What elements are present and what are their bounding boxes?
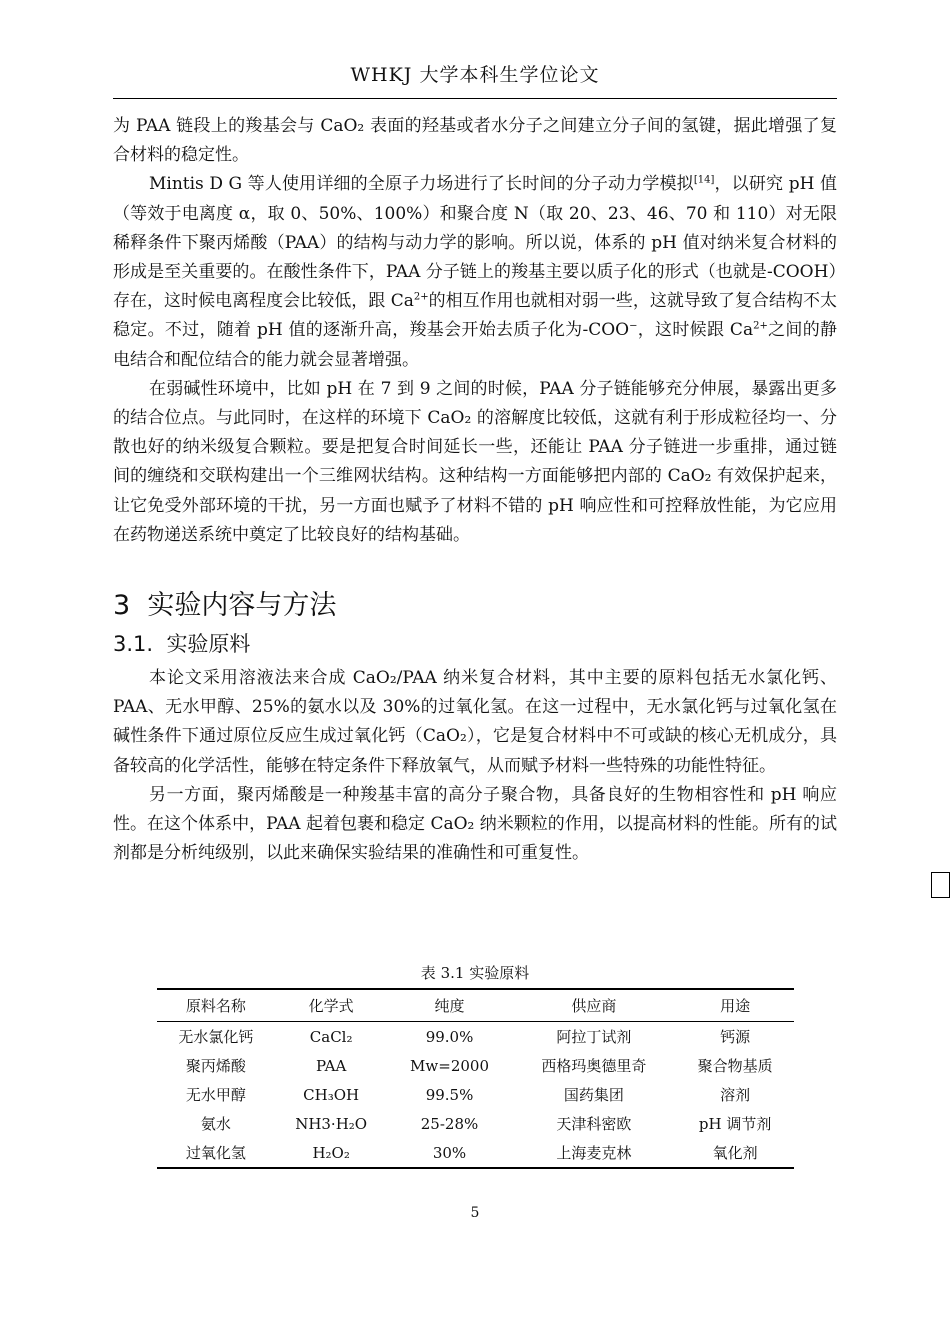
table-cell: 无水甲醇 xyxy=(185,1086,246,1104)
subsection-number: 3.1. xyxy=(113,632,154,657)
subsection-title: 实验原料 xyxy=(166,632,251,657)
running-header xyxy=(113,48,837,99)
table-cell: 无水氯化钙 xyxy=(178,1028,254,1046)
table-header-cell: 原料名称 xyxy=(157,989,275,1022)
margin-box xyxy=(931,872,950,898)
table-cell: H₂O₂ xyxy=(275,1138,388,1168)
table-cell: CaCl₂ xyxy=(309,1027,353,1046)
table-cell: Mw=2000 xyxy=(410,1056,489,1075)
table-cell: pH 调节剂 xyxy=(698,1115,772,1133)
section-title: 实验内容与方法 xyxy=(147,590,337,622)
subsection-heading xyxy=(113,626,837,662)
table-row xyxy=(157,1051,794,1080)
table-row xyxy=(157,1080,794,1109)
paragraph-2-text-d: ，这时候跟 Ca xyxy=(637,320,754,341)
paragraph-5: 另一方面，聚丙烯酸是一种羧基丰富的高分子聚合物，具备良好的生物相容性和 pH 响应性。在这个体系中，PAA 起着包裹和稳定 CaO₂ 纳米颗粒的作用，以提高材料的性能。所有的试剂都是分析纯级别，以此来确保实验结果的准确性和可重复性。 xyxy=(113,784,837,864)
table-cell: 溶剂 xyxy=(720,1086,751,1104)
paragraph-4: 本论文采用溶液法来合成 CaO₂/PAA 纳米复合材料，其中主要的原料包括无水氯化钙、PAA、无水甲醇、25%的氨水以及 30%的过氧化氢。在这一过程中，无水氯化钙与过氧化氢在碱性条件下通过原位反应生成过氧化钙（CaO₂），它是复合材料中不可或缺的核心无机成分，具备较高的化学活性，能够在特定条件下释放氧气，从而赋予材料一些特殊的功能性特征。 xyxy=(113,668,837,776)
paragraph-2-text-a: Mintis D G 等人使用详细的全原子力场进行了长时间的分子动力学模拟 xyxy=(149,174,694,195)
table-cell: 99.0% xyxy=(425,1027,474,1046)
section-number: 3 xyxy=(113,590,131,622)
table-row xyxy=(157,1138,794,1168)
table-cell: 99.5% xyxy=(425,1085,474,1104)
table-cell: NH3·H₂O xyxy=(295,1114,368,1133)
table-cell: 国药集团 xyxy=(563,1086,624,1104)
table-cell: 聚丙烯酸 xyxy=(185,1057,246,1075)
table-cell: 聚合物基质 xyxy=(697,1057,773,1075)
table-header-cell: 纯度 xyxy=(388,989,512,1022)
table-cell: PAA xyxy=(315,1056,347,1075)
header-title: WHKJ 大学本科生学位论文 xyxy=(350,63,600,86)
table-cell: 过氧化氢 xyxy=(157,1138,275,1168)
body-text xyxy=(113,112,837,868)
charge-superscript: 2+ xyxy=(413,291,429,303)
table-header-cell: 化学式 xyxy=(275,989,388,1022)
page-number: 5 xyxy=(470,1205,480,1221)
paragraph-2 xyxy=(113,170,837,374)
paragraph-2-text-e: 之间的静电结合和配位结合的能力就会显著增强。 xyxy=(113,320,838,370)
table-row xyxy=(157,1109,794,1138)
table-header-cell: 供应商 xyxy=(511,989,676,1022)
table-cell: 氧化剂 xyxy=(676,1138,794,1168)
paragraph-2-text-c: 的相互作用也就相对弱一些，这就导致了复合结构不太稳定。不过，随着 pH 值的逐渐升高，羧基会开始去质子化为-COO xyxy=(113,291,838,341)
table-cell: 25-28% xyxy=(420,1114,479,1133)
citation-ref: [14] xyxy=(693,174,715,186)
table-caption: 表 3.1 实验原料 xyxy=(420,964,530,982)
charge-superscript: 2+ xyxy=(753,320,768,332)
table-row xyxy=(157,1022,794,1052)
paragraph-2-text-b: ，以研究 pH 值（等效于电离度 α，取 0、50%、100%）和聚合度 N（取 20、23、46、70 和 110）对无限稀释条件下聚丙烯酸（PAA）的结构与动力学的影响。所以说，体系的 pH 值对纳米复合材料的形成是至关重要的。在酸性条件下，PAA 分子链上的羧基主要以质子化的形式（也就是-COOH）存在，这时候电离程度会比较低，跟 Ca xyxy=(113,174,837,312)
paragraph-3: 在弱碱性环境中，比如 pH 在 7 到 9 之间的时候，PAA 分子链能够充分伸展，暴露出更多的结合位点。与此同时，在这样的环境下 CaO₂ 的溶解度比较低，这就有利于形成粒径均一、分散也好的纳米级复合颗粒。要是把复合时间延长一些，还能让 PAA 分子链进一步重排，通过链间的缠绕和交联构建出一个三维网状结构。这种结构一方面能够把内部的 CaO₂ 有效保护起来，让它免受外部环境的干扰，另一方面也赋予了材料不错的 pH 响应性和可控释放性能，为它应用在药物递送系统中奠定了比较良好的结构基础。 xyxy=(113,378,837,545)
table-cell: 阿拉丁试剂 xyxy=(556,1028,632,1046)
table-cell: 30% xyxy=(388,1138,512,1168)
table-cell: 氨水 xyxy=(200,1115,231,1133)
materials-table xyxy=(157,988,794,1169)
section-heading xyxy=(113,586,837,626)
table-header-row xyxy=(157,989,794,1022)
charge-superscript: − xyxy=(629,320,638,332)
table-header-cell: 用途 xyxy=(676,989,794,1022)
table-cell: 上海麦克林 xyxy=(511,1138,676,1168)
paragraph-1: 为 PAA 链段上的羧基会与 CaO₂ 表面的羟基或者水分子之间建立分子间的氢键，据此增强了复合材料的稳定性。 xyxy=(113,116,837,166)
table-cell: 钙源 xyxy=(720,1028,751,1046)
table-cell: CH₃OH xyxy=(303,1085,360,1104)
table-cell: 西格玛奥德里奇 xyxy=(541,1057,647,1075)
table-cell: 天津科密欧 xyxy=(556,1115,632,1133)
